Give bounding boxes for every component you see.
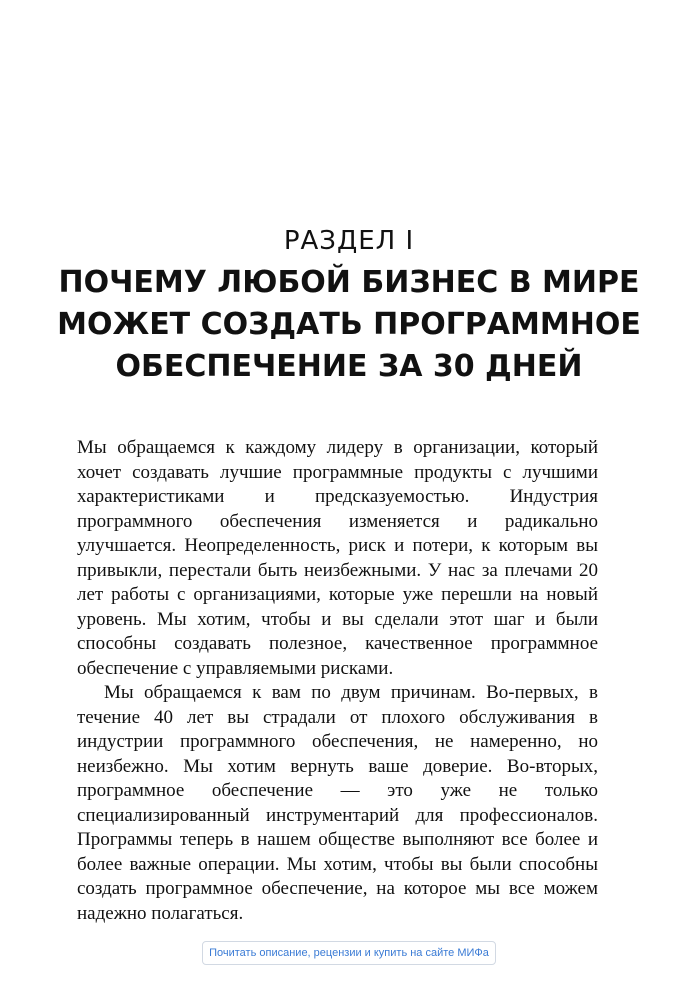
body-text	[77, 436, 598, 926]
paragraph: Мы обращаемся к каждому лидеру в организации, который хочет создавать лучшие программные продукты с лучшими характеристиками и предсказуемостью. Индустрия программного обеспечения изменяется и радикально улучшается. Неопределенность, риск и потери, к которым вы привыкли, перестали быть неизбежными. У нас за плечами 20 лет работы с организациями, которые уже перешли на новый уровень. Мы хотим, чтобы и вы сделали этот шаг и были способны создавать полезное, качественное программное обеспечение с управляемыми рисками.	[77, 437, 598, 679]
store-link[interactable]: Почитать описание, рецензии и купить на сайте МИФа	[202, 941, 496, 965]
section-title-line: МОЖЕТ СОЗДАТЬ ПРОГРАММНОЕ	[57, 307, 641, 342]
section-label: РАЗДЕЛ I	[283, 226, 415, 256]
section-title-line: ОБЕСПЕЧЕНИЕ ЗА 30 ДНЕЙ	[115, 349, 583, 384]
section-title-line: ПОЧЕМУ ЛЮБОЙ БИЗНЕС В МИРЕ	[58, 265, 640, 300]
paragraph: Мы обращаемся к вам по двум причинам. Во-первых, в течение 40 лет вы страдали от плохого обслуживания в индустрии программного обеспечения, не намеренно, но неизбежно. Мы хотим вернуть ваше доверие. Во-вторых, программное обеспечение — это уже не только специализированный инструментарий для профессионалов. Программы теперь в нашем обществе выполняют все более и более важные операции. Мы хотим, чтобы вы были способны создать программное обеспечение, на которое мы все можем надежно полагаться.	[77, 682, 598, 924]
section-title	[40, 262, 658, 388]
